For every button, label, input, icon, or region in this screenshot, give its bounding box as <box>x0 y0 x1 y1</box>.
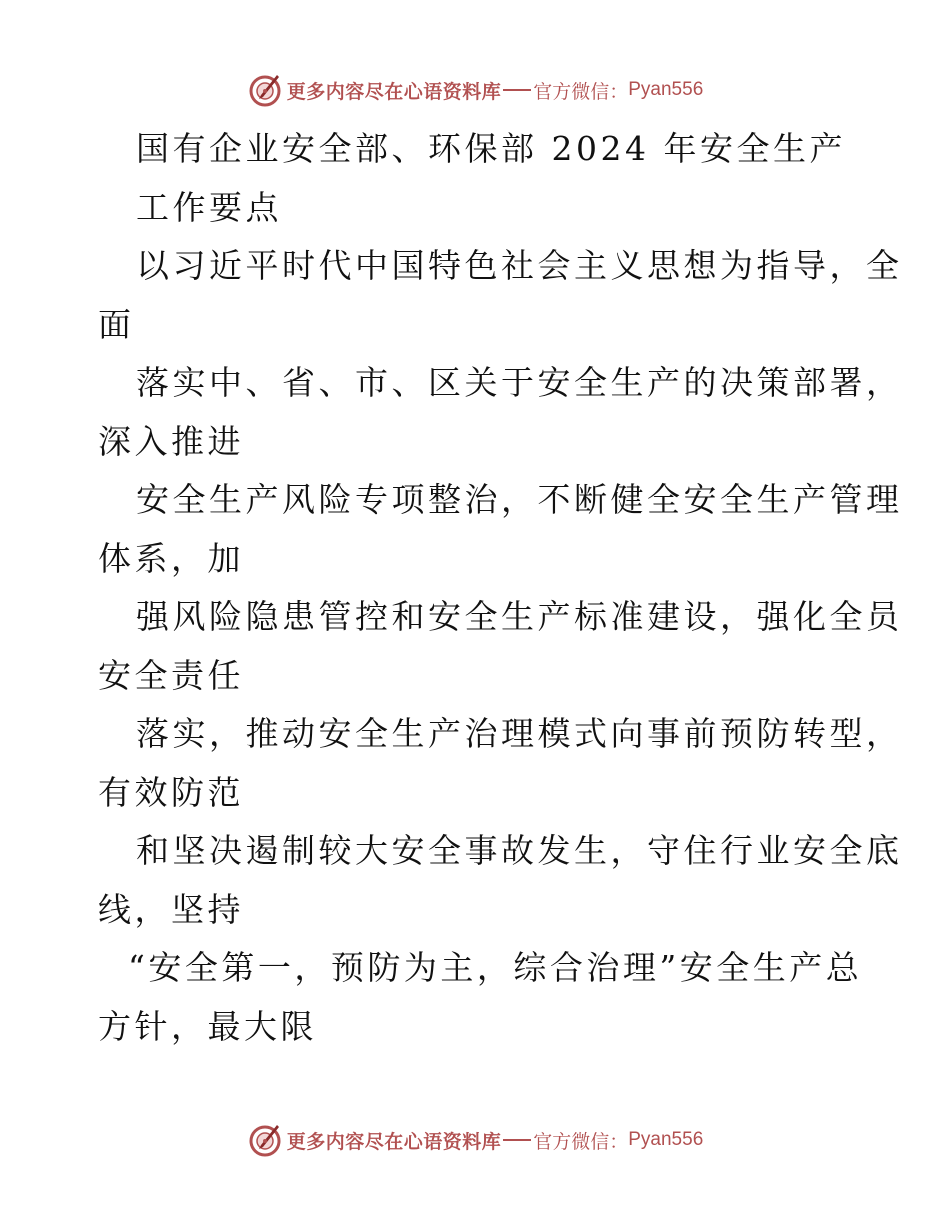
watermark-brand: 更多内容尽在心语资料库 <box>286 80 502 103</box>
paragraph-line: 体系，加 <box>98 538 244 578</box>
paragraph-line: 线，坚持 <box>98 889 244 929</box>
pen-logo-icon <box>247 72 283 108</box>
paragraph-line: 安全责任 <box>98 655 244 695</box>
paragraph-line: 落实，推动安全生产治理模式向事前预防转型， <box>136 714 903 753</box>
watermark-group <box>247 1122 704 1158</box>
paragraph-line: 落实中、省、市、区关于安全生产的决策部署， <box>136 363 903 402</box>
pen-logo-icon <box>247 1122 283 1158</box>
watermark-official: 官方微信： <box>533 1130 629 1153</box>
paragraph-line: 和坚决遏制较大安全事故发生，守住行业安全底 <box>136 831 903 870</box>
document-body <box>98 120 903 1056</box>
footer-watermark <box>0 1120 950 1160</box>
watermark-brand: 更多内容尽在心语资料库 <box>286 1130 502 1153</box>
document-title-line-2: 工作要点 <box>136 187 282 227</box>
watermark-dash <box>503 1139 531 1141</box>
paragraph-line: “安全第一，预防为主，综合治理”安全生产总 <box>128 948 863 987</box>
paragraph-line: 强风险隐患管控和安全生产标准建设，强化全员 <box>136 597 903 636</box>
paragraph-line: 以习近平时代中国特色社会主义思想为指导，全 <box>136 246 903 285</box>
watermark-group <box>247 72 704 108</box>
paragraph-line: 方针，最大限 <box>98 1006 317 1046</box>
document-title-line-1: 国有企业安全部、环保部 2024 年安全生产 <box>136 129 846 168</box>
watermark-dash <box>503 89 531 91</box>
watermark-official: 官方微信： <box>533 80 629 103</box>
paragraph-line: 安全生产风险专项整治，不断健全安全生产管理 <box>136 480 903 519</box>
watermark-handle: Pyan556 <box>628 79 704 100</box>
watermark-handle: Pyan556 <box>628 1129 704 1150</box>
paragraph-line: 深入推进 <box>98 421 244 461</box>
paragraph-line: 有效防范 <box>98 772 244 812</box>
paragraph-line: 面 <box>98 304 135 344</box>
header-watermark <box>0 70 950 110</box>
